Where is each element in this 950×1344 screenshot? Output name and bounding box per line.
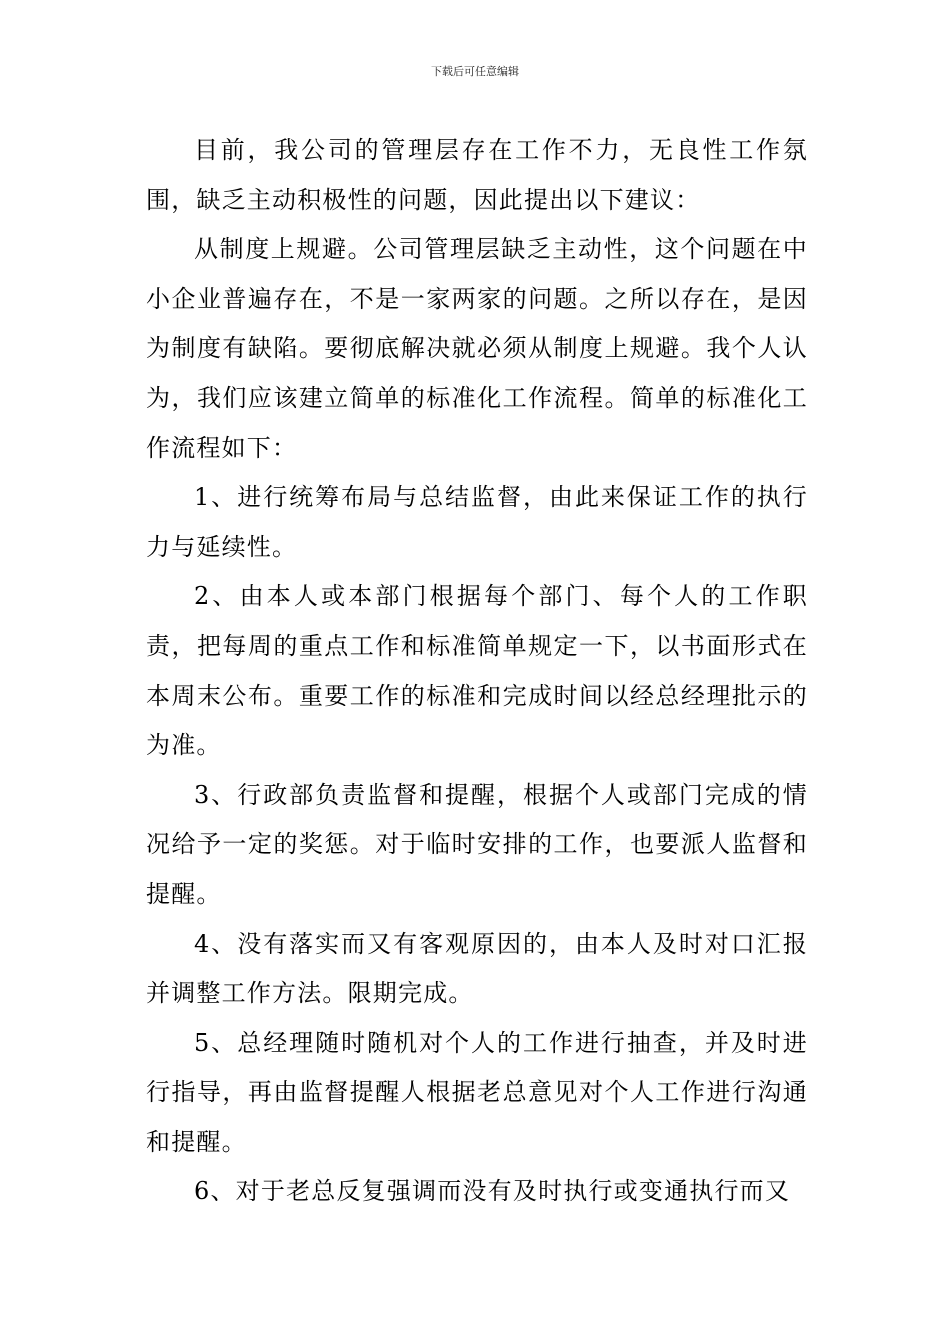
page-header: 下载后可任意编辑: [431, 65, 519, 78]
list-item-6: 6、对于老总反复强调而没有及时执行或变通执行而又: [194, 1177, 791, 1206]
list-item-2: 2、由本人或本部门根据每个部门、每个人的工作职责，把每周的重点工作和标准简单规定一下，以书面形式在本周末公布。重要工作的标准和完成时间以经总经理批示的为准。: [146, 582, 808, 760]
paragraph-system: 从制度上规避。公司管理层缺乏主动性，这个问题在中小企业普遍存在，不是一家两家的问题。之所以存在，是因为制度有缺陷。要彻底解决就必须从制度上规避。我个人认为，我们应该建立简单的标准化工作流程。简单的标准化工作流程如下：: [146, 235, 808, 462]
list-item-4: 4、没有落实而又有客观原因的，由本人及时对口汇报并调整工作方法。限期完成。: [146, 929, 808, 1008]
list-item-1: 1、进行统筹布局与总结监督，由此来保证工作的执行力与延续性。: [146, 483, 808, 561]
document-body: [146, 126, 808, 1217]
paragraph-intro: 目前，我公司的管理层存在工作不力，无良性工作氛围，缺乏主动积极性的问题，因此提出以下建议：: [146, 136, 808, 214]
list-item-5: 5、总经理随时随机对个人的工作进行抽查，并及时进行指导，再由监督提醒人根据老总意见对个人工作进行沟通和提醒。: [146, 1028, 808, 1156]
list-item-3: 3、行政部负责监督和提醒，根据个人或部门完成的情况给予一定的奖惩。对于临时安排的工作，也要派人监督和提醒。: [146, 780, 808, 908]
